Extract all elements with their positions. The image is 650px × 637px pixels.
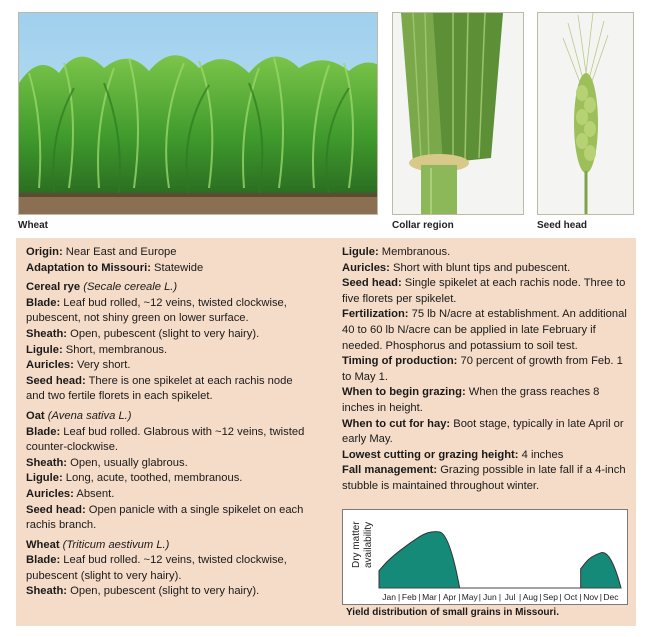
oat-ligule xyxy=(26,471,314,487)
wheat-sheath-text: Open, pubescent (slight to very hairy). xyxy=(67,585,260,598)
rye-blade-label: Blade: xyxy=(26,296,61,309)
wheat-auricles-label: Auricles: xyxy=(342,261,390,274)
wheat-field-icon xyxy=(19,13,378,215)
oat-blade-label: Blade: xyxy=(26,425,61,438)
wheat-ligule xyxy=(342,245,630,261)
oat-sci-name: (Avena sativa L.) xyxy=(47,409,132,422)
fertilization xyxy=(342,307,630,354)
y-axis-label-line-2: availability xyxy=(363,521,374,568)
fertilization-label: Fertilization: xyxy=(342,308,409,321)
wheat-seedhead-text: Single spikelet at each rachis node. Three to five florets per spikelet. xyxy=(342,277,626,305)
collar-region-icon xyxy=(393,13,524,215)
x-tick-label: Apr xyxy=(442,592,457,602)
y-axis-label-line-1: Dry matter xyxy=(351,521,362,568)
origin-label: Origin: xyxy=(26,246,63,258)
rye-blade-text: Leaf bud rolled, ~12 veins, twisted clockwise, pubescent, not shiny green on lower surface. xyxy=(26,296,287,325)
wheat-auricles xyxy=(342,261,630,277)
yield-area xyxy=(379,532,460,588)
x-tick-separator: | xyxy=(478,592,481,602)
seed-head-icon xyxy=(538,13,634,215)
wheat-seedhead xyxy=(342,276,630,307)
wheat-title: Wheat xyxy=(26,538,60,551)
hay-text: Boot stage, typically in late April or early May. xyxy=(342,417,624,446)
oat-seedhead xyxy=(26,503,314,534)
oat-blade-text: Leaf bud rolled. Glabrous with ~12 veins, twisted counter-clockwise. xyxy=(26,425,305,454)
yield-chart xyxy=(342,509,628,605)
yield-chart-svg xyxy=(343,510,627,604)
oat-auricles xyxy=(26,487,314,503)
wheat-heading xyxy=(26,538,314,554)
oat-seedhead-label: Seed head: xyxy=(26,503,86,516)
wheat-auricles-text: Short with blunt tips and pubescent. xyxy=(389,261,571,274)
collar-region-photo xyxy=(392,12,524,215)
wheat-sci-name: (Triticum aestivum L.) xyxy=(62,538,170,551)
rye-sheath-text: Open, pubescent (slight to very hairy). xyxy=(67,327,260,340)
grazing-text: When the grass reaches 8 inches in height. xyxy=(342,386,600,414)
wheat-sheath xyxy=(26,584,314,600)
oat-ligule-label: Ligule: xyxy=(26,472,63,485)
x-tick-label: Feb xyxy=(401,592,417,602)
adaptation-text: Statewide xyxy=(150,261,204,274)
timing-text: 70 percent of growth from Feb. 1 to May 1. xyxy=(342,355,623,383)
right-column xyxy=(342,245,630,495)
oat-blade xyxy=(26,425,314,456)
photo-caption-collar: Collar region xyxy=(392,220,454,231)
lowest-label: Lowest cutting or grazing height: xyxy=(342,448,519,461)
origin-text: Near East and Europe xyxy=(62,246,177,258)
chart-caption: Yield distribution of small grains in Missouri. xyxy=(346,607,559,618)
x-tick-label: May xyxy=(461,592,478,602)
x-tick-label: Oct xyxy=(563,592,578,602)
wheat-blade-label: Blade: xyxy=(26,554,61,567)
x-tick-separator: | xyxy=(539,592,542,602)
oat-ligule-text: Long, acute, toothed, membranous. xyxy=(62,472,243,485)
oat-auricles-text: Absent. xyxy=(73,487,115,500)
left-column xyxy=(26,245,314,600)
rye-auricles xyxy=(26,358,314,374)
rye-ligule xyxy=(26,343,314,359)
wheat-sheath-label: Sheath: xyxy=(26,585,68,598)
adaptation-line xyxy=(26,261,314,277)
begin-grazing xyxy=(342,385,630,416)
fall-label: Fall management: xyxy=(342,464,438,477)
origin-line xyxy=(26,245,314,261)
rye-ligule-label: Ligule: xyxy=(26,343,63,356)
rye-title: Cereal rye xyxy=(26,281,81,294)
fall-management xyxy=(342,463,630,494)
rye-sheath-label: Sheath: xyxy=(26,327,68,340)
x-tick-label: Dec xyxy=(603,592,619,602)
oat-seedhead-text: Open panicle with a single spikelet on each rachis branch. xyxy=(26,503,304,532)
photo-caption-seed-head: Seed head xyxy=(537,220,588,231)
oat-title: Oat xyxy=(26,409,45,422)
x-tick-separator: | xyxy=(398,592,401,602)
rye-sci-name: (Secale cereale L.) xyxy=(83,281,178,294)
wheat-field-photo xyxy=(18,12,378,215)
lowest-cutting-height xyxy=(342,448,630,464)
timing-of-production xyxy=(342,354,630,385)
oat-sheath-label: Sheath: xyxy=(26,456,68,469)
wheat-blade-text: Leaf bud rolled. ~12 veins, twisted clockwise, pubescent (slight to very hairy). xyxy=(26,554,287,582)
fertilization-text: 75 lb N/acre at establishment. An additional 40 to 60 lb N/acre can be applied in late February if needed. Phosphorus and potassium to soil test. xyxy=(342,308,627,352)
x-tick-label: Jan xyxy=(382,592,396,602)
wheat-ligule-text: Membranous. xyxy=(378,246,451,258)
seed-head-photo xyxy=(537,12,634,215)
x-tick-separator: | xyxy=(418,592,421,602)
x-tick-separator: | xyxy=(458,592,461,602)
rye-auricles-label: Auricles: xyxy=(26,359,74,372)
x-tick-label: Aug xyxy=(522,592,538,602)
oat-sheath-text: Open, usually glabrous. xyxy=(67,456,188,469)
adaptation-label: Adaptation to Missouri: xyxy=(26,261,151,274)
x-tick-separator: | xyxy=(579,592,582,602)
x-tick-separator: | xyxy=(559,592,562,602)
wheat-ligule-label: Ligule: xyxy=(342,246,379,258)
rye-seedhead-label: Seed head: xyxy=(26,374,86,387)
rye-auricles-text: Very short. xyxy=(73,359,131,372)
lowest-text: 4 inches xyxy=(518,448,564,461)
x-tick-label: Jun xyxy=(483,592,497,602)
rye-seedhead xyxy=(26,374,314,405)
grazing-label: When to begin grazing: xyxy=(342,386,466,399)
oat-heading xyxy=(26,409,314,425)
x-tick-separator: | xyxy=(519,592,522,602)
rye-seedhead-text: There is one spikelet at each rachis node and two fertile florets in each spikelet. xyxy=(26,374,293,403)
cut-for-hay xyxy=(342,417,630,448)
oat-auricles-label: Auricles: xyxy=(26,487,74,500)
x-tick-separator: | xyxy=(498,592,502,602)
wheat-seedhead-label: Seed head: xyxy=(342,277,402,290)
x-tick-label: Mar xyxy=(422,592,437,602)
x-tick-label: Sep xyxy=(542,592,558,602)
fall-text: Grazing possible in late fall if a 4-inch stubble is maintained throughout winter. xyxy=(342,464,626,492)
timing-label: Timing of production: xyxy=(342,355,458,368)
x-tick-label: Nov xyxy=(583,592,599,602)
oat-sheath xyxy=(26,456,314,472)
rye-heading xyxy=(26,280,314,296)
wheat-blade xyxy=(26,553,314,584)
x-tick-separator: | xyxy=(599,592,602,602)
x-tick-separator: | xyxy=(438,592,441,602)
rye-blade xyxy=(26,296,314,327)
rye-ligule-text: Short, membranous. xyxy=(62,343,168,356)
x-tick-label: Jul xyxy=(504,592,516,602)
rye-sheath xyxy=(26,327,314,343)
yield-area xyxy=(581,553,621,588)
hay-label: When to cut for hay: xyxy=(342,417,451,430)
photo-caption-wheat: Wheat xyxy=(18,220,48,231)
